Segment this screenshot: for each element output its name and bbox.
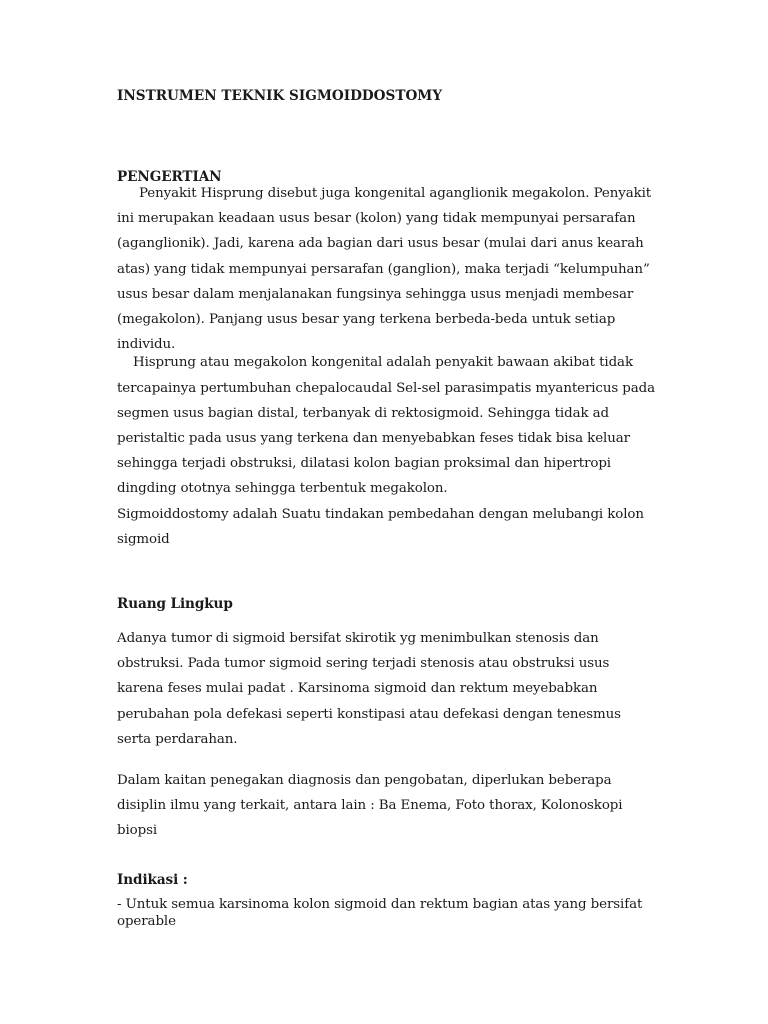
paragraph-pengertian-3: Sigmoiddostomy adalah Suatu tindakan pembedahan dengan melubangi kolon sigmoid [117,506,644,547]
document-title: INSTRUMEN TEKNIK SIGMOIDDOSTOMY [117,88,443,104]
section-heading-ruang-lingkup: Ruang Lingkup [117,596,233,613]
spacer [117,752,657,768]
spacer [117,844,657,870]
paragraph-ruang-lingkup-2: Dalam kaitan penegakan diagnosis dan pengobatan, diperlukan beberapa disiplin ilmu yang terkait, antara lain : Ba Enema, Foto thorax, Kolonoskopi biopsi [117,773,623,839]
paragraph-ruang-lingkup-1: Adanya tumor di sigmoid bersifat skirotik yg menimbulkan stenosis dan obstruksi. Pada tumor sigmoid sering terjadi stenosis atau obstruksi usus karena feses mulai padat . Karsinoma sigmoid dan rektum meyebabkan perubahan pola defekasi seperti konstipasi atau defekasi dengan tenesmus serta perdarahan. [117,631,621,747]
spacer [117,552,657,594]
section-heading-indikasi: Indikasi : [117,871,188,888]
paragraph-pengertian-1: Penyakit Hisprung disebut juga kongenital aganglionik megakolon. Penyakit ini merupakan keadaan usus besar (kolon) yang tidak mempunyai persarafan (aganglionik). Jadi, karena ada bagian dari usus besar (mulai dari anus kearah atas) yang tidak mempunyai persarafan (ganglion), maka terjadi “kelumpuhan” usus besar dalam menjalanakan fungsinya sehingga usus menjadi membesar (megakolon). Panjang usus besar yang terkena berbeda-beda untuk setiap individu. [117,186,652,353]
section-heading-pengertian: PENGERTIAN [117,169,222,185]
spacer [117,614,657,626]
spacer [117,106,657,167]
paragraph-pengertian-2: Hisprung atau megakolon kongenital adalah penyakit bawaan akibat tidak tercapainya pertumbuhan chepalocaudal Sel-sel parasimpatis myantericus pada segmen usus bagian distal, terbanyak di rektosigmoid. Sehingga tidak ad peristaltic pada usus yang terkena dan menyebabkan feses tidak bisa keluar sehingga terjadi obstruksi, dilatasi kolon bagian proksimal dan hipertropi dingding ototnya sehingga terbentuk megakolon. [117,355,655,497]
document-body [117,86,657,930]
list-item-indikasi-1: - Untuk semua karsinoma kolon sigmoid dan rektum bagian atas yang bersifat operable [117,896,643,929]
